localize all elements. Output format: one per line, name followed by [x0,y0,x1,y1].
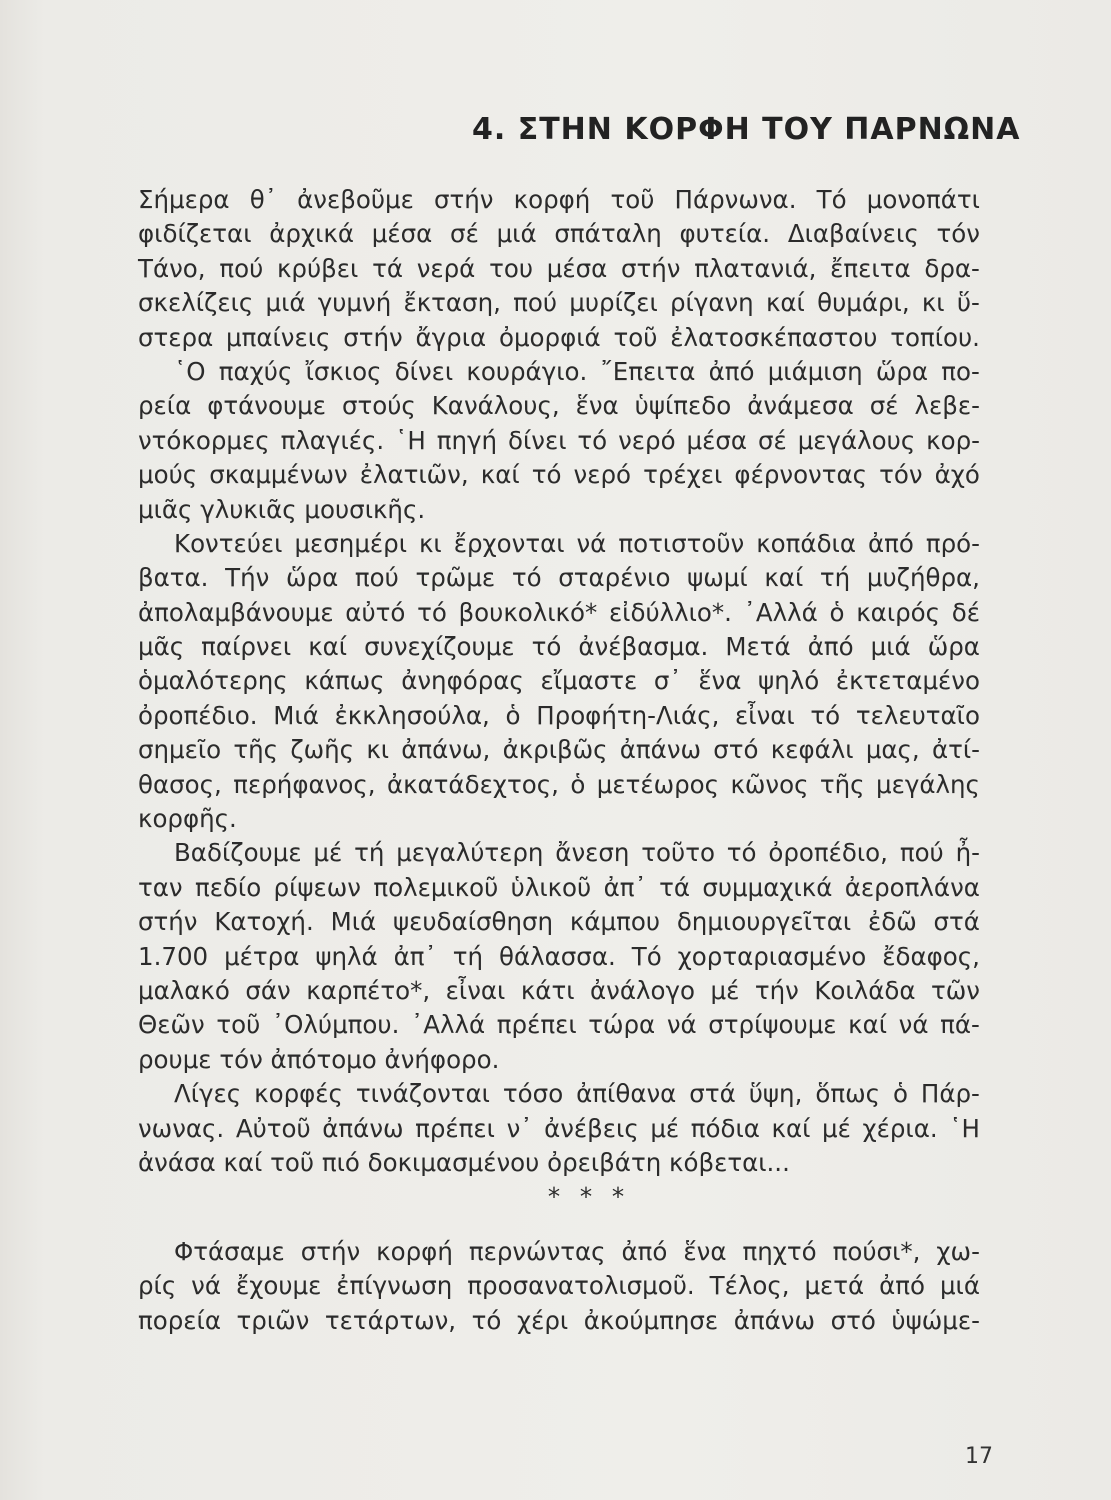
text-line: ντόκορμες πλαγιές. ῾Η πηγή δίνει τό νερό μέσα σέ μεγάλους κορ- [138,425,980,455]
text-line: στερα μπαίνεις στήν ἄγρια ὀμορφιά τοῦ ἐλατοσκέπαστου τοπίου. [138,322,980,352]
text-line: ἀνάσα καί τοῦ πιό δοκιμασμένου ὀρειβάτη κόβεται... [138,1147,790,1177]
text-line: μιᾶς γλυκιᾶς μουσικῆς. [138,494,426,524]
text-line: Σήμερα θ᾽ ἀνεβοῦμε στήν κορφή τοῦ Πάρνωνα. Τό μονοπάτι [138,185,980,214]
chapter-title: 4. ΣΤΗΝ ΚΟΡΦΗ ΤΟΥ ΠΑΡΝΩΝΑ [472,112,1021,147]
text-line: Φτάσαμε στήν κορφή περνώντας ἀπό ἕνα πηχτό πούσι*, χω- [174,1236,980,1266]
text-line: 1.700 μέτρα ψηλά ἀπ᾽ τή θάλασσα. Τό χορταριασμένο ἔδαφος, [138,941,980,971]
body-text [138,183,980,1338]
text-line: Κοντεύει μεσημέρι κι ἔρχονται νά ποτιστοῦν κοπάδια ἀπό πρό- [174,528,980,558]
text-line: Λίγες κορφές τινάζονται τόσο ἀπίθανα στά ὕψη, ὅπως ὁ Πάρ- [174,1079,980,1109]
text-line: κορφῆς. [138,804,237,834]
text-line: Τάνο, πού κρύβει τά νερά του μέσα στήν πλατανιά, ἔπειτα δρα- [138,253,980,283]
text-line: ἀπολαμβάνουμε αὐτό τό βουκολικό* εἰδύλλιο*. ᾽Αλλά ὁ καιρός δέ [138,597,980,627]
text-line: μαλακό σάν καρπέτο*, εἶναι κάτι ἀνάλογο μέ τήν Κοιλάδα τῶν [138,975,980,1005]
text-line: ταν πεδίο ρίψεων πολεμικοῦ ὑλικοῦ ἀπ᾽ τά συμμαχικά ἀεροπλάνα [138,872,980,902]
text-line: θασος, περήφανος, ἀκατάδεχτος, ὁ μετέωρος κῶνος τῆς μεγάλης [138,769,980,799]
text-line: ῾Ο παχύς ἴσκιος δίνει κουράγιο. ῎Επειτα ἀπό μιάμιση ὥρα πο- [174,356,980,386]
text-line: μούς σκαμμένων ἐλατιῶν, καί τό νερό τρέχει φέρνοντας τόν ἀχό [138,460,980,490]
text-line: νωνας. Αὐτοῦ ἀπάνω πρέπει ν᾽ ἀνέβεις μέ πόδια καί μέ χέρια. ῾Η [138,1113,980,1143]
page-number: 17 [965,1444,993,1469]
text-line: σκελίζεις μιά γυμνή ἔκταση, πού μυρίζει ρίγανη καί θυμάρι, κι ὕ- [138,288,980,318]
text-line: μᾶς παίρνει καί συνεχίζουμε τό ἀνέβασμα. Μετά ἀπό μιά ὥρα [138,632,980,662]
text-line: ὁμαλότερης κάπως ἀνηφόρας εἴμαστε σ᾽ ἕνα ψηλό ἐκτεταμένο [138,666,980,696]
text-line: ὀροπέδιο. Μιά ἐκκλησούλα, ὁ Προφήτη-Λιάς, εἶναι τό τελευταῖο [138,700,980,730]
text-line: Βαδίζουμε μέ τή μεγαλύτερη ἄνεση τοῦτο τό ὀροπέδιο, πού ἦ- [174,838,980,868]
text-line: φιδίζεται ἀρχικά μέσα σέ μιά σπάταλη φυτεία. Διαβαίνεις τόν [138,219,980,249]
text-line: βατα. Τήν ὥρα πού τρῶμε τό σταρένιο ψωμί καί τή μυζήθρα, [138,563,980,593]
text-line: ρουμε τόν ἀπότομο ἀνήφορο. [138,1044,500,1074]
text-line: Θεῶν τοῦ ᾽Ολύμπου. ᾽Αλλά πρέπει τώρα νά στρίψουμε καί νά πά- [138,1010,980,1040]
text-line: ρεία φτάνουμε στούς Κανάλους, ἕνα ὑψίπεδο ἀνάμεσα σέ λεβε- [138,391,980,421]
text-line: σημεῖο τῆς ζωῆς κι ἀπάνω, ἀκριβῶς ἀπάνω στό κεφάλι μας, ἀτί- [138,735,980,765]
section-separator: * * * [547,1182,631,1212]
text-line: ρίς νά ἔχουμε ἐπίγνωση προσανατολισμοῦ. Τέλος, μετά ἀπό μιά [138,1271,980,1301]
text-line: πορεία τριῶν τετάρτων, τό χέρι ἀκούμπησε ἀπάνω στό ὑψώμε- [138,1305,980,1335]
text-line: στήν Κατοχή. Μιά ψευδαίσθηση κάμπου δημιουργεῖται ἐδῶ στά [138,907,980,937]
